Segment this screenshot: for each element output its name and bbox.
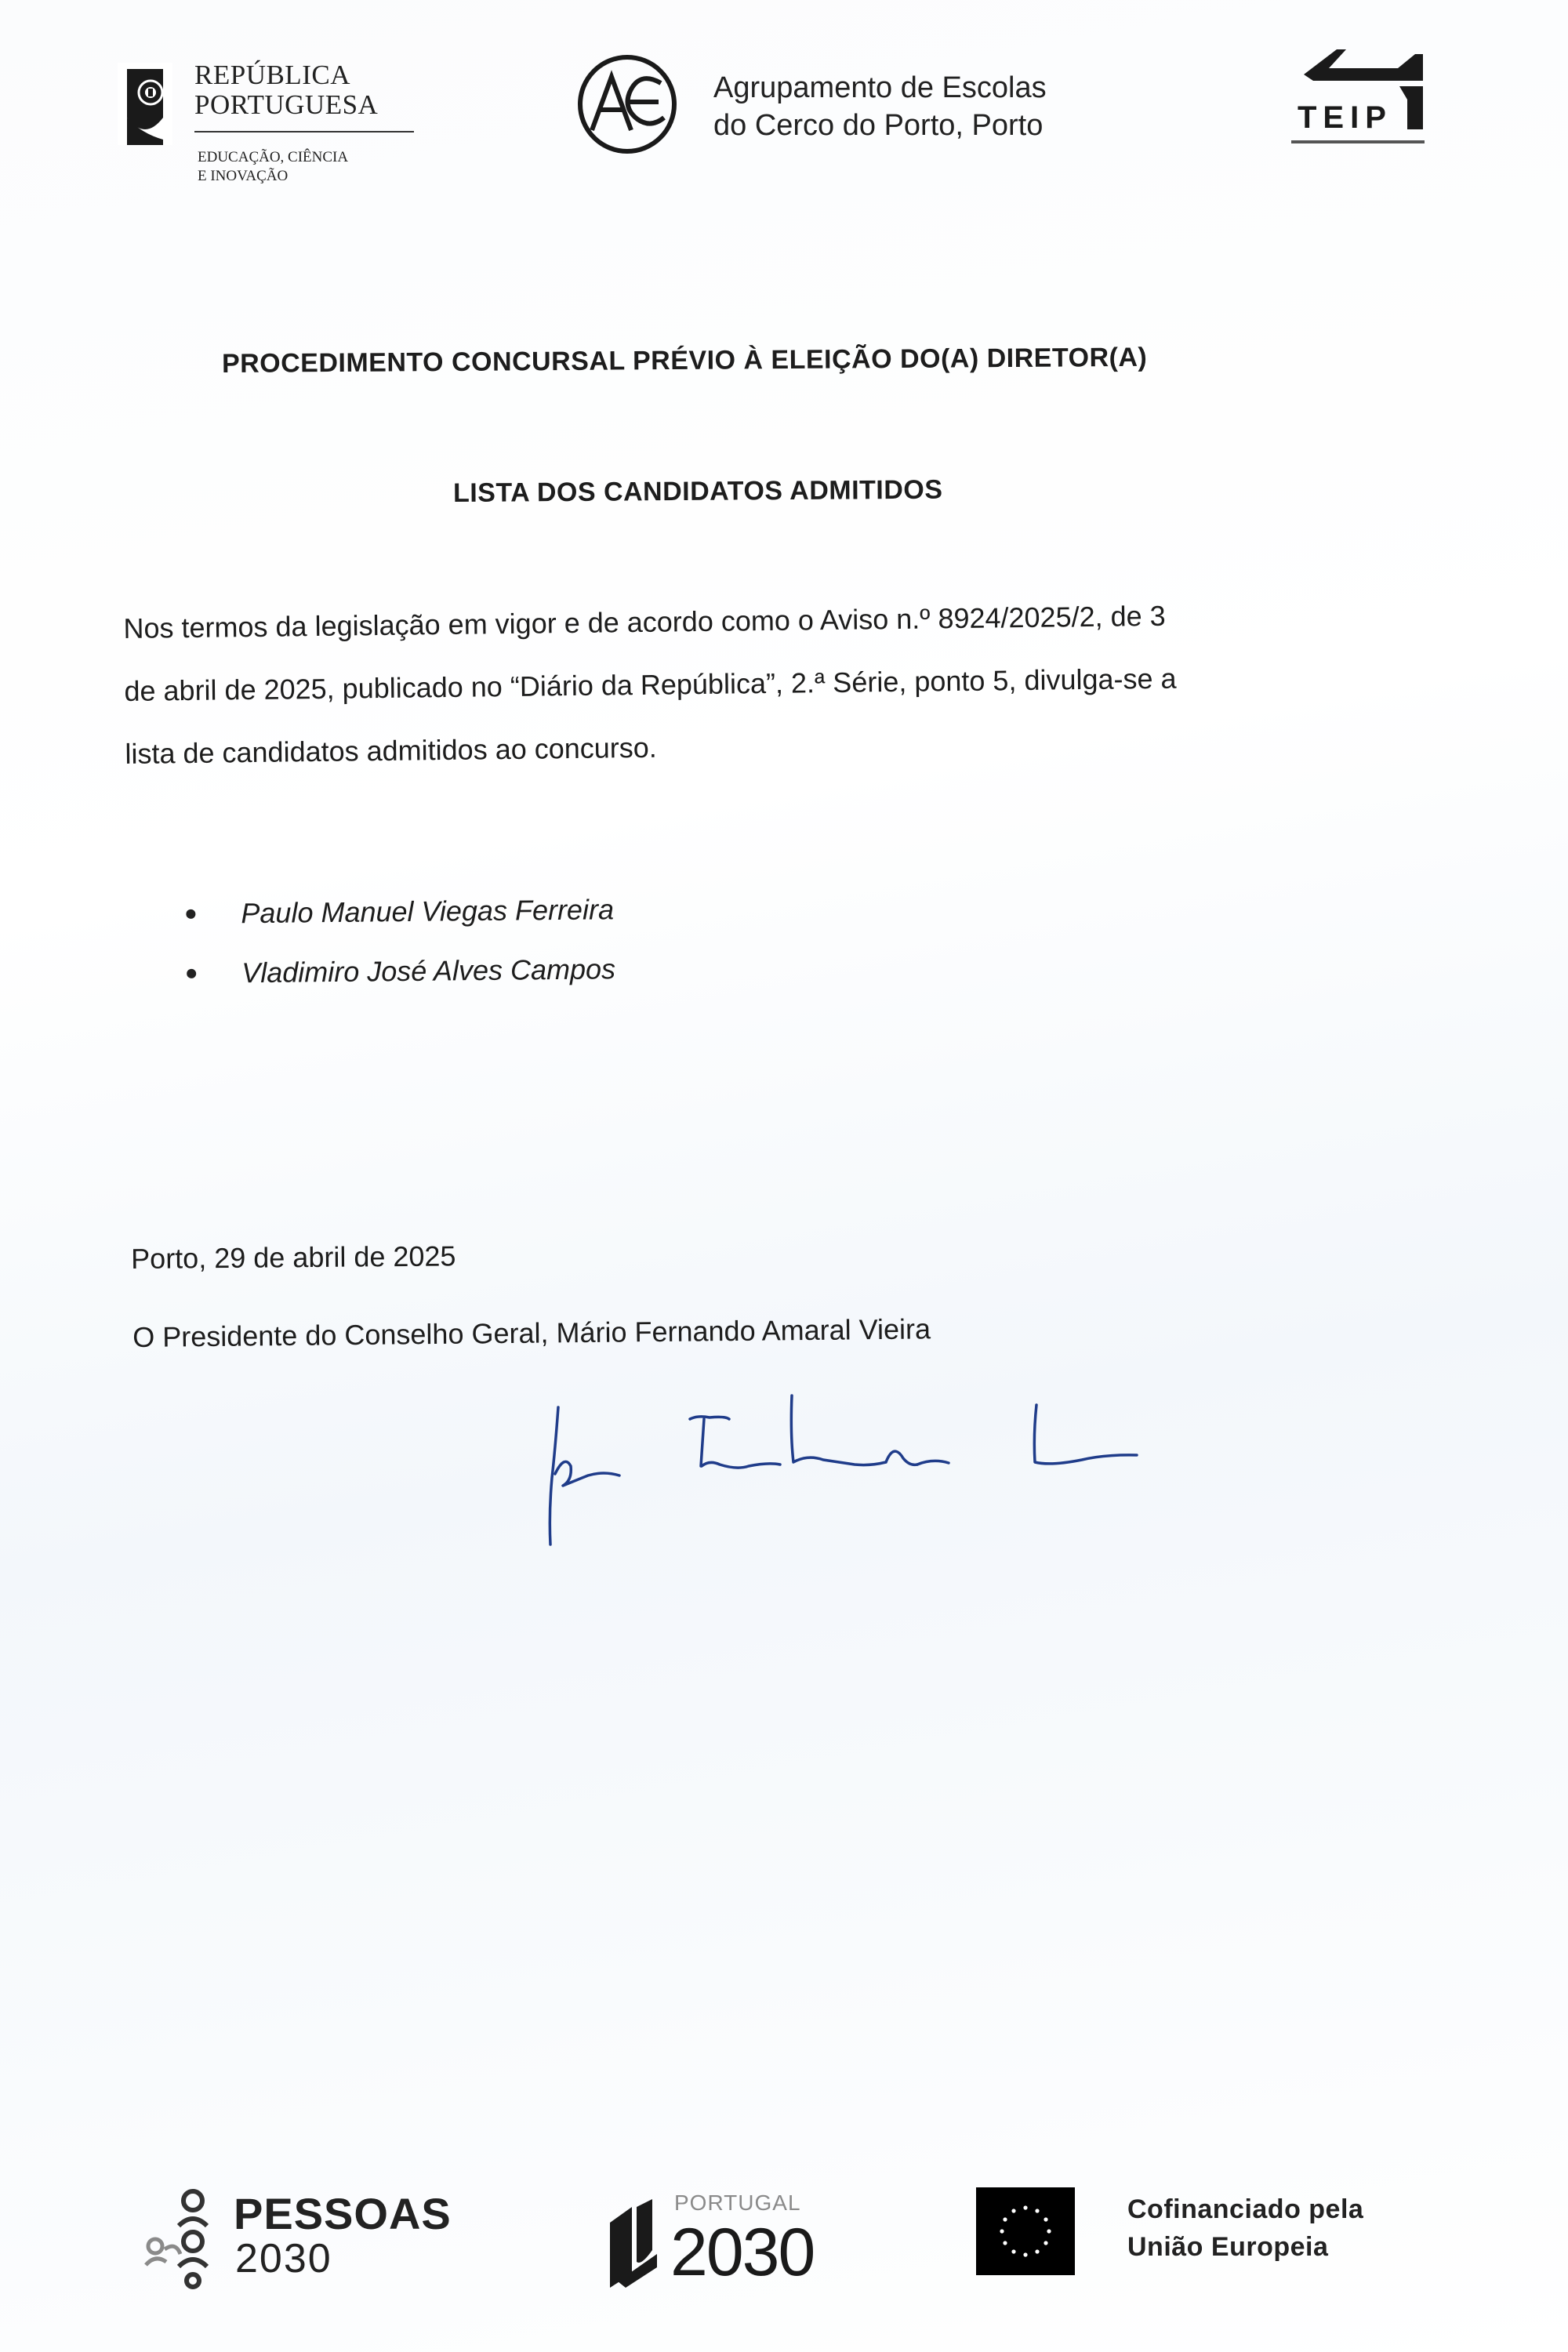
- signatory-line: O Presidente do Conselho Geral, Mário Fernando Amaral Vieira: [132, 1312, 931, 1353]
- teip-logo: [1282, 43, 1431, 153]
- portugal-label: PORTUGAL: [674, 2190, 801, 2215]
- bullet-icon: [187, 969, 196, 978]
- candidate-item: [183, 939, 616, 1004]
- republica-line2: PORTUGUESA: [194, 89, 379, 120]
- republica-portuguesa-logo: [118, 59, 416, 192]
- eu-flag-icon: [976, 2187, 1075, 2275]
- agrupamento-name: [713, 69, 1047, 144]
- place-date: Porto, 29 de abril de 2025: [131, 1240, 456, 1275]
- republica-name: [194, 60, 378, 120]
- eu-line2: União Europeia: [1127, 2232, 1329, 2262]
- candidate-name: Paulo Manuel Viegas Ferreira: [241, 893, 615, 930]
- teip-label: TEIP: [1298, 100, 1392, 135]
- intro-line-3: lista de candidatos admitidos ao concurso.: [125, 731, 658, 770]
- handwritten-signature: [541, 1388, 1207, 1568]
- republica-ministry-line2: E INOVAÇÃO: [198, 168, 289, 184]
- candidate-item: [182, 880, 615, 944]
- intro-line-2: de abril de 2025, publicado no “Diário da República”, 2.ª Série, ponto 5, divulga-se a: [124, 662, 1177, 707]
- republica-line1: REPÚBLICA: [194, 60, 350, 90]
- candidates-list: [182, 880, 615, 1004]
- candidate-name: Vladimiro José Alves Campos: [241, 953, 616, 989]
- ae-monogram-icon: [576, 53, 678, 155]
- portugal-year: 2030: [670, 2215, 815, 2290]
- bullet-icon: [186, 909, 195, 919]
- agrupamento-line2: do Cerco do Porto, Porto: [713, 109, 1044, 142]
- pessoas-title: PESSOAS: [234, 2189, 452, 2238]
- pessoas-year: 2030: [235, 2236, 332, 2281]
- agrupamento-logo: [576, 53, 1125, 163]
- portugal-2030-logo: [596, 2187, 862, 2297]
- teip-mark-icon: [1282, 43, 1431, 153]
- republica-ministry: [198, 148, 348, 186]
- republica-ministry-line1: EDUCAÇÃO, CIÊNCIA: [198, 149, 349, 165]
- republica-divider: [194, 131, 414, 132]
- eu-cofinancing-logo: [976, 2187, 1446, 2281]
- republica-emblem-icon: [118, 63, 172, 145]
- pessoas-people-icon: [141, 2187, 227, 2290]
- eu-line1: Cofinanciado pela: [1127, 2194, 1364, 2224]
- portugal-2030-mark-icon: [602, 2195, 665, 2289]
- agrupamento-line1: Agrupamento de Escolas: [713, 71, 1047, 104]
- document-title: PROCEDIMENTO CONCURSAL PRÉVIO À ELEIÇÃO DO(A) DIRETOR(A): [221, 342, 1148, 379]
- intro-paragraph: [123, 583, 1325, 786]
- pessoas-2030-logo: [141, 2183, 470, 2293]
- document-subtitle: LISTA DOS CANDIDATOS ADMITIDOS: [452, 474, 943, 508]
- eu-text: [1127, 2190, 1363, 2266]
- intro-line-1: Nos termos da legislação em vigor e de acordo como o Aviso n.º 8924/2025/2, de 3: [123, 599, 1166, 644]
